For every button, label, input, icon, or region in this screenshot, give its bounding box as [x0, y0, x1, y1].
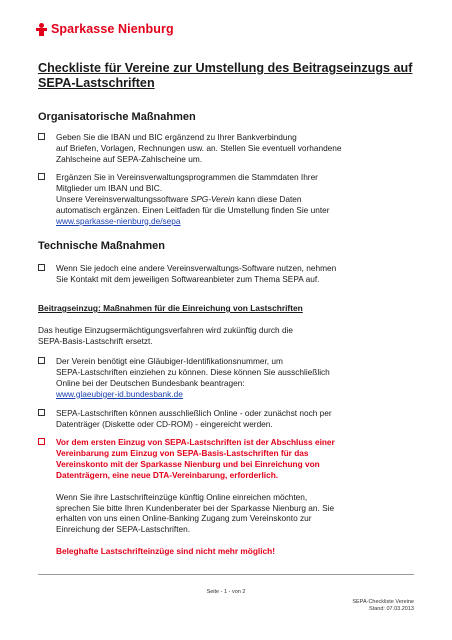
creditor-id-link[interactable]: www.glaeubiger-id.bundesbank.de — [56, 388, 183, 399]
collection-intro: Das heutige Einzugsermächtigungsverfahren wird zukünftig durch die SEPA-Basis-Lastschrift ersetzt. — [38, 325, 294, 346]
checklist-item-submission: SEPA-Lastschriften können ausschließlich Online - oder zunächst noch per Datenträger (Diskette oder CD-ROM) - eingereicht werden. — [56, 408, 426, 430]
checklist-item-iban-bic: Geben Sie die IBAN und BIC ergänzend zu Ihrer Bankverbindung auf Briefen, Vorlagen, Rechnungen usw. an. Stellen Sie eventuell vorhandene Zahlscheine auf SEPA-Zahlscheine um. — [56, 132, 426, 165]
brand-name: Sparkasse Nienburg — [51, 22, 174, 36]
sparkasse-s-logo-icon — [36, 23, 47, 36]
footer-divider — [38, 574, 414, 575]
checkbox-icon[interactable] — [38, 173, 45, 180]
checkbox-icon[interactable] — [38, 133, 45, 140]
page-number: Seite - 1 - von 2 — [206, 589, 246, 595]
warning-text: Beleghafte Lastschrifteinzüge sind nicht mehr möglich! — [56, 546, 275, 557]
brand-logo — [36, 22, 174, 36]
checklist-item-creditor-id: Der Verein benötigt eine Gläubiger-Identifikationsnummer, um SEPA-Lastschriften einziehen zu können. Diese können Sie ausschließlich Online bei der Deutschen Bundesbank beantragen: www.glaeubiger-id.bundesbank.de — [56, 356, 426, 400]
section-heading-technical: Technische Maßnahmen — [38, 240, 165, 252]
checkbox-icon[interactable] — [38, 409, 45, 416]
document-title: Checkliste für Vereine zur Umstellung des Beitragseinzugs auf SEPA-Lastschriften — [38, 61, 413, 90]
collection-heading: Beitragseinzug: Maßnahmen für die Einreichung von Lastschriften — [38, 303, 303, 313]
footer-doc-info: SEPA-Checkliste Vereine Stand: 07.03.2013 — [352, 599, 414, 612]
checkbox-icon[interactable] — [38, 438, 45, 445]
checklist-item-agreement: Vor dem ersten Einzug von SEPA-Lastschriften ist der Abschluss einer Vereinbarung zum Einzug von SEPA-Basis-Lastschriften für das Vereinskonto mit der Sparkasse Nienburg und bei Einreichung von Datenträgern, eine neue DTA-Vereinbarung, erforderlich. Wenn Sie ihre Lastschrifteinzüge künftig Online einreichen möchten, sprechen Sie bitte Ihren Kundenberater bei der Sparkasse Nienburg an. Sie erhalten von uns einen Online-Banking Zugang zum Vereinskonto zur Einreichung der SEPA-Lastschriften. Beleghafte Lastschrifteinzüge sind nicht mehr möglich! — [56, 437, 426, 557]
sepa-guide-link[interactable]: www.sparkasse-nienburg.de/sepa — [56, 215, 181, 226]
checkbox-icon[interactable] — [38, 264, 45, 271]
checklist-item-member-data: Ergänzen Sie in Vereinsverwaltungsprogrammen die Stammdaten Ihrer Mitglieder um IBAN und BIC. Unsere Vereinsverwaltungssoftware SPG-Verein kann diese Daten automatisch ergänzen. Einen Leitfaden für die Umstellung finden Sie unter www.sparkasse-nienburg.de/sepa — [56, 172, 426, 227]
section-heading-organisational: Organisatorische Maßnahmen — [38, 111, 196, 123]
checkbox-icon[interactable] — [38, 357, 45, 364]
checklist-item-software: Wenn Sie jedoch eine andere Vereinsverwaltungs-Software nutzen, nehmen Sie Kontakt mit dem jeweiligen Softwareanbieter zum Thema SEPA auf. — [56, 263, 426, 285]
software-name: SPG-Verein — [190, 193, 235, 204]
